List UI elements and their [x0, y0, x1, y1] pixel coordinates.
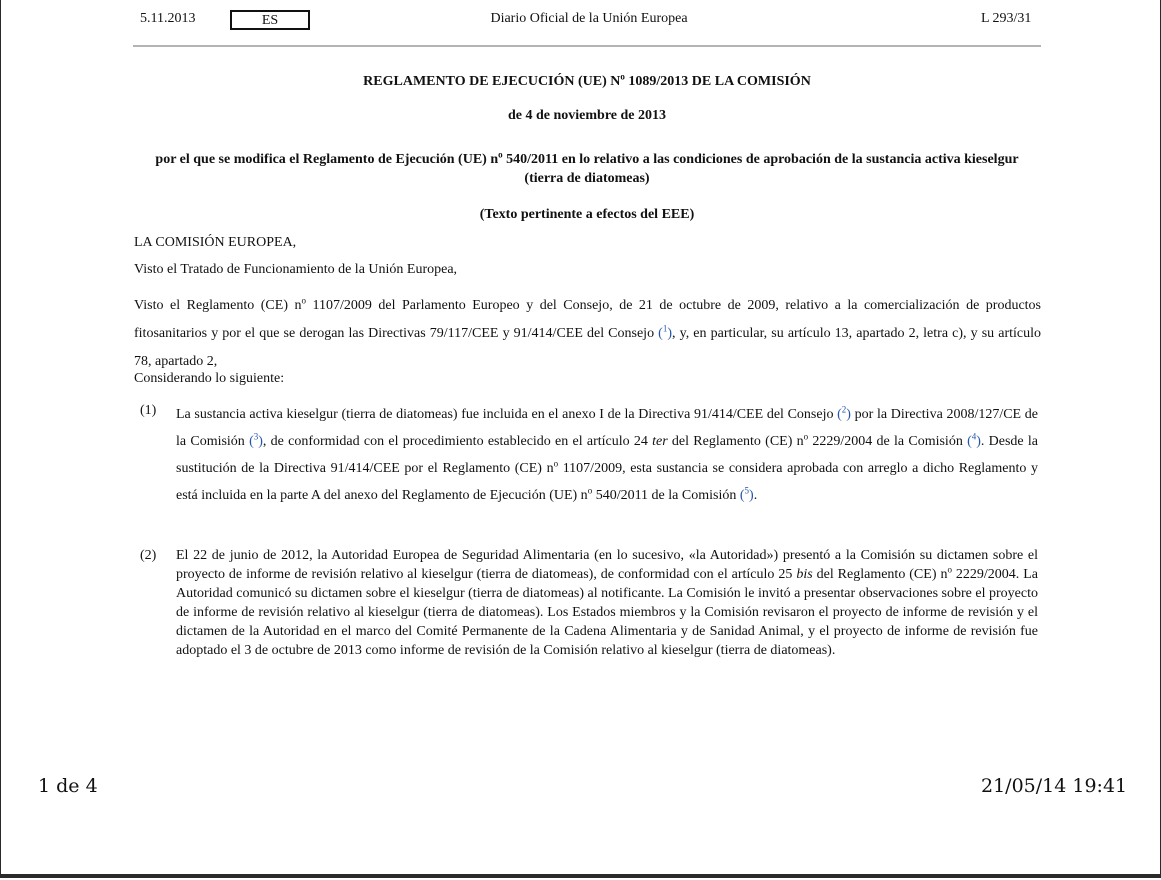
recital-2: El 22 de junio de 2012, la Autoridad Europea de Seguridad Alimentaria (en lo sucesivo, «la Autoridad») presentó a la Comisión su dictamen sobre el proyecto de informe de revisión relativo al kieselgur (tierra de diatomeas), de conformidad con el artículo 25 bis del Reglamento (CE) $n^o$ 2229/2004. La Autoridad comunicó su dictamen sobre el kieselgur (tierra de diatomeas) al notificante. La Comisión le invitó a presentar observaciones sobre el proyecto de informe de revisión relativo al kieselgur (tierra de diatomeas). Los Estados miembros y la Comisión revisaron el proyecto de informe de revisión y el dictamen de la Autoridad en el marco del Comité Permanente de la Cadena Alimentaria y de Sanidad Animal, y el proyecto de informe de revisión fue adoptado el 3 de octubre de 2013 como informe de revisión de la Comisión relativo al kieselgur (tierra de diatomeas). — [176, 548, 1039, 658]
footnote-link-3[interactable]: ($^3$) — [249, 431, 263, 449]
publication-date: 5.11.2013 — [140, 11, 196, 26]
regulation-date: de 4 de noviembre de 2013 — [507, 108, 666, 123]
preamble-considering: Considerando lo siguiente: — [134, 371, 285, 386]
footnote-link-1[interactable]: ($^1$) — [658, 323, 673, 341]
recital-1: La sustancia activa kieselgur (tierra de diatomeas) fue incluida en el anexo I de la Directiva 91/414/CEE del Consejo ($^2$) por la Directiva 2008/127/CE de la Comisión ($^3$), de conformidad con el procedimiento establecido en el artículo 24 ter del Reglamento (CE) $n^o$ 2229/2004 de la Comisión ($^4$). Desde la sustitución de la Directiva 91/414/CEE por el Reglamento (CE) $n^o$ 1107/2009, esta sustancia se considera aprobada con arreglo a dicho Reglamento y está incluida en la parte A del anexo del Reglamento de Ejecución (UE) $n^o$ 540/2011 de la Comisión ($^5$). — [176, 404, 1038, 503]
page-indicator: 1 de 4 — [38, 775, 98, 797]
journal-reference: L 293/31 — [981, 11, 1032, 26]
eea-relevance-note: (Texto pertinente a efectos del EEE) — [479, 207, 695, 222]
recital-number: (2) — [140, 548, 157, 563]
recital-number: (1) — [140, 403, 157, 418]
regulation-title: REGLAMENTO DE EJECUCIÓN (UE) $N^o$ 1089/2013 DE LA COMISIÓN — [363, 71, 811, 89]
print-timestamp: 21/05/14 19:41 — [981, 775, 1128, 797]
footnote-link-2[interactable]: ($^2$) — [837, 404, 851, 422]
regulation-subject: por el que se modifica el Reglamento de Ejecución (UE) $n^o$ 540/2011 en lo relativo a las condiciones de aprobación de la sustancia activa kieselgur (tierra de diatomeas) — [155, 149, 1019, 186]
journal-title: Diario Oficial de la Unión Europea — [490, 11, 688, 26]
header-divider — [133, 45, 1041, 47]
footnote-link-4[interactable]: ($^4$) — [967, 431, 981, 449]
preamble-commission: LA COMISIÓN EUROPEA, — [134, 235, 297, 250]
preamble-regulation: Visto el Reglamento (CE) $n^o$ 1107/2009 del Parlamento Europeo y del Consejo, de 21 de octubre de 2009, relativo a la comercialización de productos fitosanitarios y por el que se derogan las Directivas 79/117/CEE y 91/414/CEE del Consejo ($^1$), y, en particular, su artículo 13, apartado 2, letra c), y su artículo 78, apartado 2, — [134, 295, 1042, 369]
footnote-link-5[interactable]: ($^5$) — [739, 485, 754, 503]
preamble-treaty: Visto el Tratado de Funcionamiento de la Unión Europea, — [134, 262, 458, 277]
language-tag: ES — [230, 10, 310, 30]
